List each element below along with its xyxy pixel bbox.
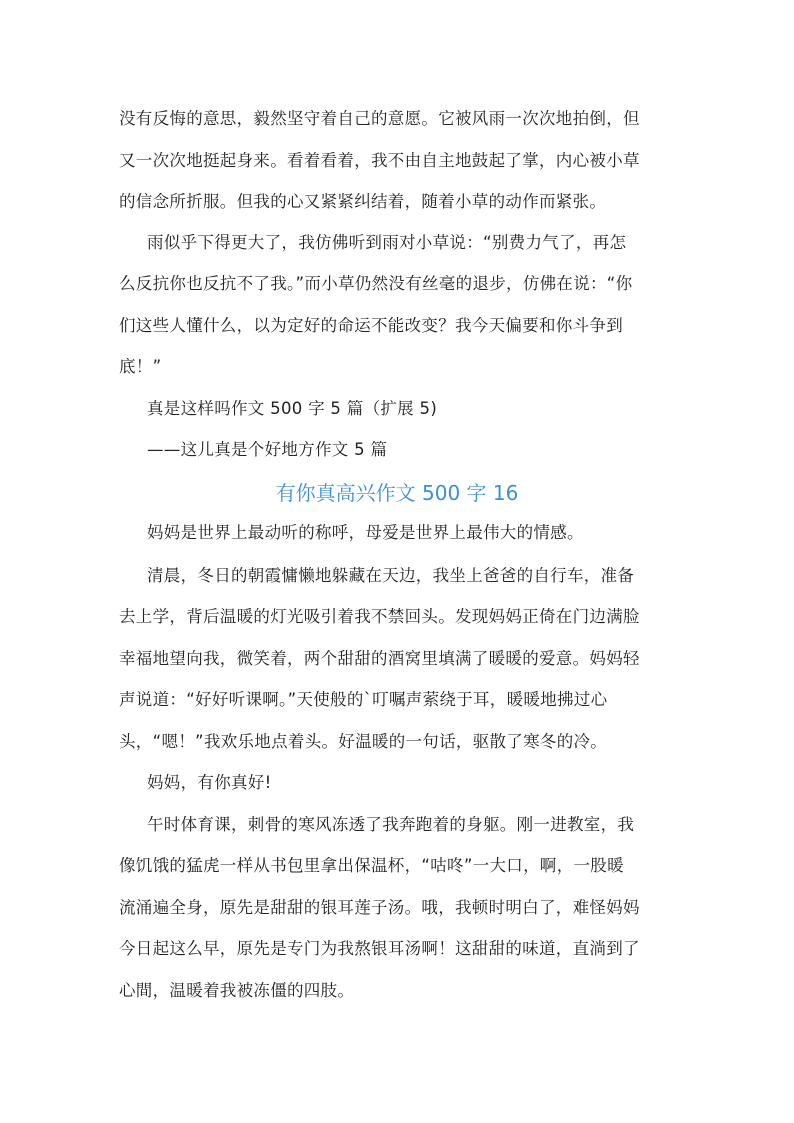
paragraph-line: 头，“嗯！”我欢乐地点着头。好温暖的一句话，驱散了寒冬的冷。	[119, 732, 608, 751]
paragraph-line: 的信念所折服。但我的心又紧紧纠结着，随着小草的动作而紧张。	[119, 192, 607, 211]
paragraph-line: 底！”	[119, 357, 162, 376]
paragraph-line: 声说道：“好好听课啊。”天使般的`叮嘱声萦绕于耳，暖暖地拂过心	[119, 690, 608, 709]
paragraph-line: 们这些人懂什么，以为定好的命运不能改变？我今天偏要和你斗争到	[119, 316, 623, 335]
paragraph-line: 清晨，冬日的朝霞慵懒地躲藏在天边，我坐上爸爸的自行车，准备	[147, 566, 635, 585]
paragraph-line: 没有反悔的意思，毅然坚守着自己的意愿。它被风雨一次次地拍倒，但	[119, 109, 640, 128]
paragraph-line: 雨似乎下得更大了，我仿佛听到雨对小草说：“别费力气了，再怎	[147, 233, 627, 252]
paragraph-line: 流涌遍全身，原先是甜甜的银耳莲子汤。哦，我顿时明白了，难怪妈妈	[119, 898, 640, 917]
paragraph-line: 去上学，背后温暖的灯光吸引着我不禁回头。发现妈妈正倚在门边满脸	[119, 607, 640, 626]
paragraph-line: 心間，温暖着我被冻僵的四肢。	[119, 981, 355, 1000]
paragraph-line: 午时体育课，刺骨的寒风冻透了我奔跑着的身躯。刚一进教室，我	[147, 815, 635, 834]
reference-line: 真是这样吗作文 500 字 5 篇（扩展 5)	[147, 399, 438, 418]
paragraph-line: 么反抗你也反抗不了我。”而小草仍然没有丝毫的退步，仿佛在说：“你	[119, 274, 633, 293]
paragraph-line: 又一次次地挺起身来。看着看着，我不由自主地鼓起了掌，内心被小草	[119, 151, 640, 170]
paragraph-line: 今日起这么早，原先是专门为我熬银耳汤啊！这甜甜的味道，直淌到了	[119, 939, 640, 958]
paragraph-line: 像饥饿的猛虎一样从书包里拿出保温杯，“咕咚”一大口，啊，一股暖	[119, 856, 624, 875]
paragraph-line: 妈妈，有你真好!	[147, 773, 272, 792]
reference-line: ——这儿真是个好地方作文 5 篇	[147, 440, 388, 459]
paragraph-line: 妈妈是世界上最动听的称呼，母爱是世界上最伟大的情感。	[147, 523, 584, 542]
paragraph-line: 幸福地望向我，微笑着，两个甜甜的酒窝里填满了暖暖的爱意。妈妈轻	[119, 649, 640, 668]
section-heading: 有你真高兴作文 500 字 16	[275, 481, 519, 505]
